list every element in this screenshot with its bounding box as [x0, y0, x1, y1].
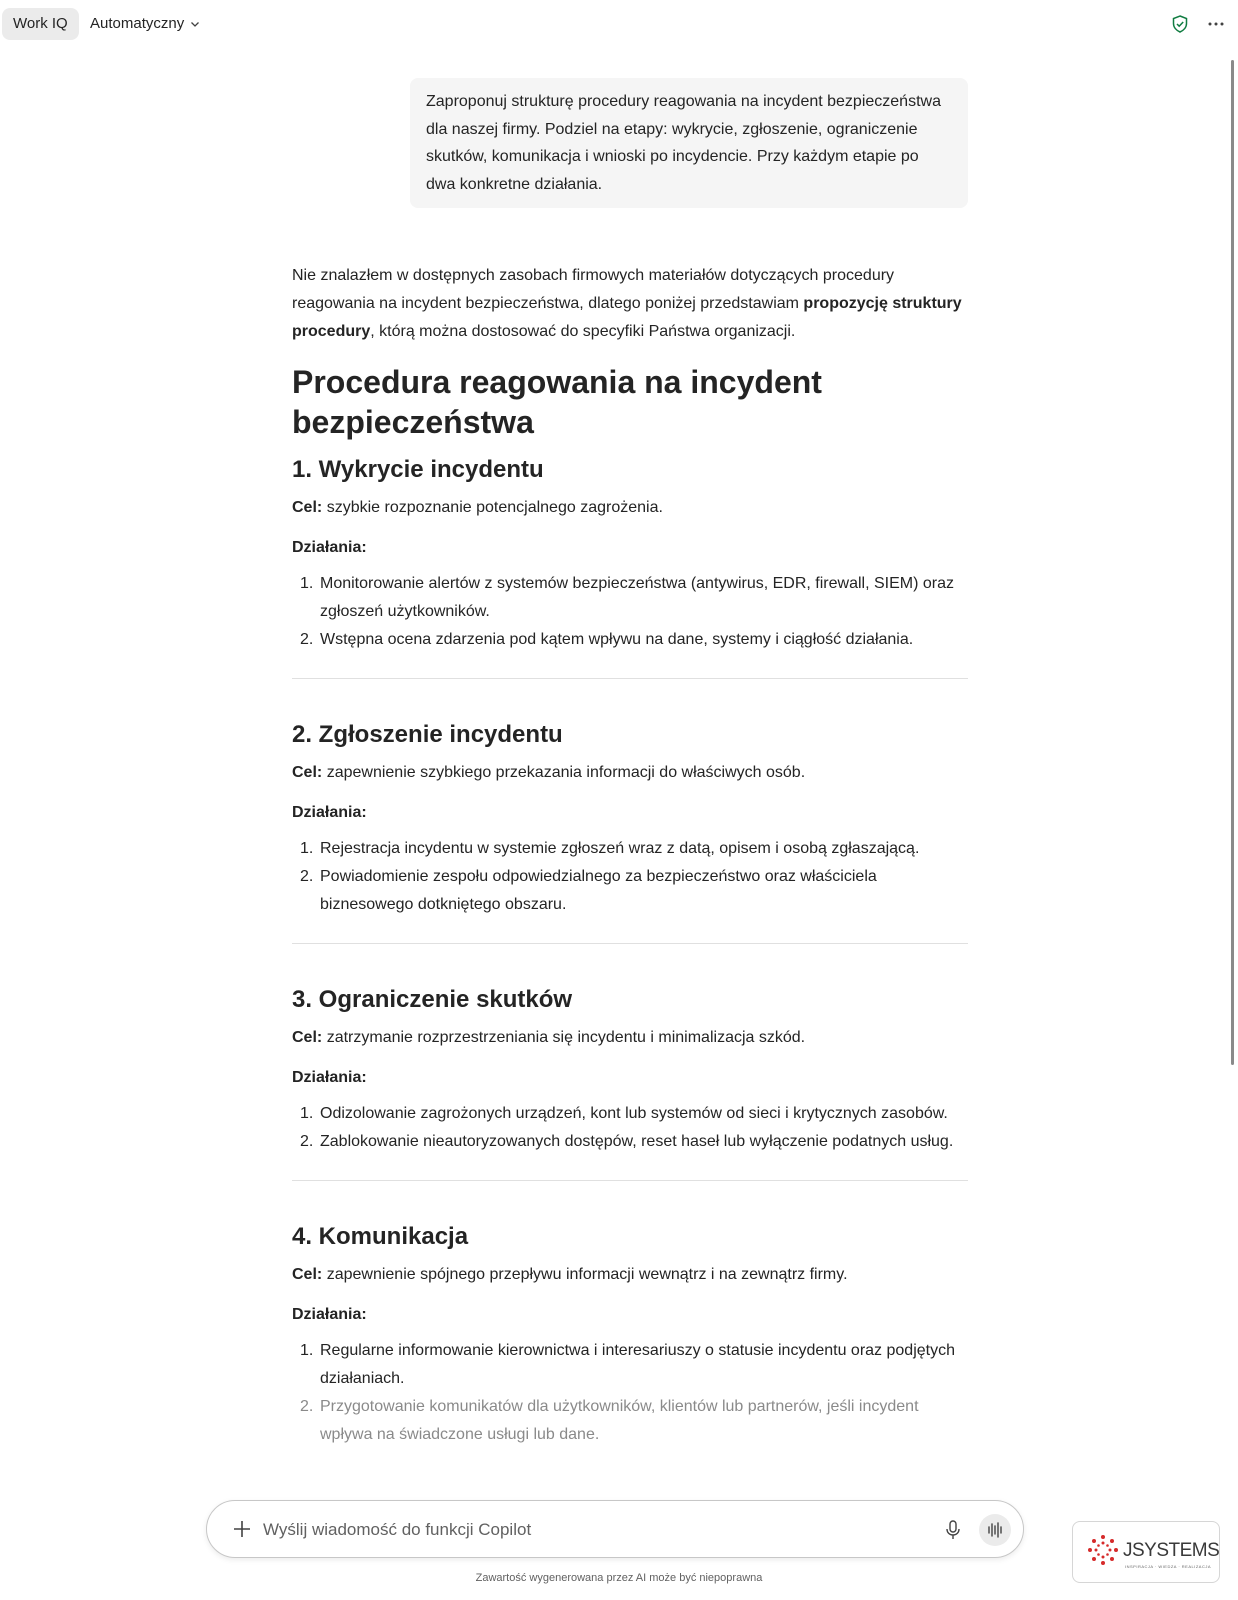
section-title: 4. Komunikacja [292, 1223, 469, 1250]
section [292, 719, 968, 944]
logo-tagline: INSPIRACJA · WIEDZA · REALIZACJA [1125, 1564, 1212, 1569]
section-goal [292, 1024, 968, 1052]
item-number: 1. [300, 1105, 314, 1122]
item-text: Zablokowanie nieautoryzowanych dostępów, reset haseł lub wyłączenie podatnych usług. [320, 1133, 954, 1150]
list-item [300, 1393, 968, 1449]
list-item [300, 835, 968, 863]
item-text: Przygotowanie komunikatów dla użytkowników, klientów lub partnerów, jeśli incydent wpływa na świadczone usługi lub dane. [320, 1398, 919, 1443]
procedure-title: Procedura reagowania na incydent bezpieczeństwa [292, 364, 822, 440]
list-item [300, 1128, 968, 1156]
shield-check-icon[interactable] [1170, 14, 1190, 34]
actions-label: Działania: [292, 539, 367, 556]
actions-label: Działania: [292, 1069, 367, 1086]
intro-paragraph [292, 262, 968, 346]
mode-dropdown[interactable] [90, 8, 200, 40]
plus-icon[interactable] [229, 1516, 255, 1542]
item-text: Odizolowanie zagrożonych urządzeń, kont lub systemów od sieci i krytycznych zasobów. [320, 1105, 948, 1122]
goal-text: zapewnienie spójnego przepływu informacji wewnątrz i na zewnątrz firmy. [326, 1266, 848, 1283]
divider [292, 1180, 968, 1181]
work-iq-button[interactable]: Work IQ [2, 8, 79, 40]
item-number: 2. [300, 868, 314, 885]
divider [292, 678, 968, 679]
item-number: 1. [300, 575, 314, 592]
actions-heading [292, 534, 968, 562]
logo-text: JSYSTEMS [1123, 1540, 1220, 1561]
divider [292, 943, 968, 944]
actions-list [292, 1337, 968, 1449]
assistant-response [292, 262, 968, 1473]
voice-mode-icon[interactable] [979, 1514, 1011, 1546]
item-number: 2. [300, 1398, 314, 1415]
list-item [300, 626, 968, 654]
goal-text: zatrzymanie rozprzestrzeniania się incydentu i minimalizacja szkód. [326, 1029, 806, 1046]
item-text: Monitorowanie alertów z systemów bezpieczeństwa (antywirus, EDR, firewall, SIEM) oraz zgłoszeń użytkowników. [320, 575, 954, 620]
actions-heading [292, 1301, 968, 1329]
goal-label: Cel: [292, 499, 323, 516]
section-title: 2. Zgłoszenie incydentu [292, 721, 563, 748]
goal-text: zapewnienie szybkiego przekazania informacji do właściwych osób. [326, 764, 806, 781]
intro-text: Nie znalazłem w dostępnych zasobach firmowych materiałów dotyczących procedury reagowania na incydent bezpieczeństwa, dlatego poniżej przedstawiam [292, 267, 895, 312]
list-item [300, 1100, 968, 1128]
item-text: Regularne informowanie kierownictwa i interesariuszy o statusie incydentu oraz podjętych działaniach. [320, 1342, 955, 1387]
item-number: 1. [300, 840, 314, 857]
item-text: Wstępna ocena zdarzenia pod kątem wpływu na dane, systemy i ciągłość działania. [320, 631, 914, 648]
goal-text: szybkie rozpoznanie potencjalnego zagrożenia. [326, 499, 663, 516]
list-item [300, 863, 968, 919]
goal-label: Cel: [292, 764, 323, 781]
jsystems-logo-mark-icon [1087, 1534, 1119, 1566]
item-text: Rejestracja incydentu w systemie zgłoszeń wraz z datą, opisem i osobą zgłaszającą. [320, 840, 920, 857]
top-bar [0, 0, 1238, 48]
intro-text-end: , którą można dostosować do specyfiki Państwa organizacji. [370, 323, 796, 340]
section-title: 3. Ograniczenie skutków [292, 986, 573, 1013]
actions-list [292, 1100, 968, 1156]
chevron-down-icon [190, 19, 200, 29]
item-number: 2. [300, 1133, 314, 1150]
item-number: 2. [300, 631, 314, 648]
section-goal [292, 494, 968, 522]
message-input[interactable] [263, 1517, 913, 1543]
goal-label: Cel: [292, 1266, 323, 1283]
user-message-bubble: Zaproponuj strukturę procedury reagowania na incydent bezpieczeństwa dla naszej firmy. Podziel na etapy: wykrycie, zgłoszenie, ograniczenie skutków, komunikacja i wnioski po incydencie. Przy każdym etapie po dwa konkretne działania. [410, 78, 968, 208]
actions-label: Działania: [292, 1306, 367, 1323]
microphone-icon[interactable] [943, 1519, 963, 1541]
more-icon[interactable] [1206, 14, 1226, 34]
scrollbar-thumb[interactable] [1231, 60, 1234, 1065]
list-item [300, 570, 968, 626]
actions-label: Działania: [292, 804, 367, 821]
actions-list [292, 570, 968, 654]
section-goal [292, 759, 968, 787]
actions-heading [292, 1064, 968, 1092]
message-composer [206, 1500, 1024, 1558]
section-goal [292, 1261, 968, 1289]
section [292, 984, 968, 1181]
section [292, 454, 968, 679]
actions-heading [292, 799, 968, 827]
section [292, 1221, 968, 1449]
list-item [300, 1337, 968, 1393]
item-text: Powiadomienie zespołu odpowiedzialnego za bezpieczeństwo oraz właściciela biznesowego dotkniętego obszaru. [320, 868, 877, 913]
jsystems-logo [1072, 1521, 1220, 1583]
mode-label: Automatyczny [90, 15, 185, 32]
intro-bold: propozycję struktury procedury [292, 295, 962, 340]
ai-disclaimer: Zawartość wygenerowana przez AI może być niepoprawna [475, 1572, 763, 1584]
actions-list [292, 835, 968, 919]
item-number: 1. [300, 1342, 314, 1359]
goal-label: Cel: [292, 1029, 323, 1046]
section-title: 1. Wykrycie incydentu [292, 456, 544, 483]
